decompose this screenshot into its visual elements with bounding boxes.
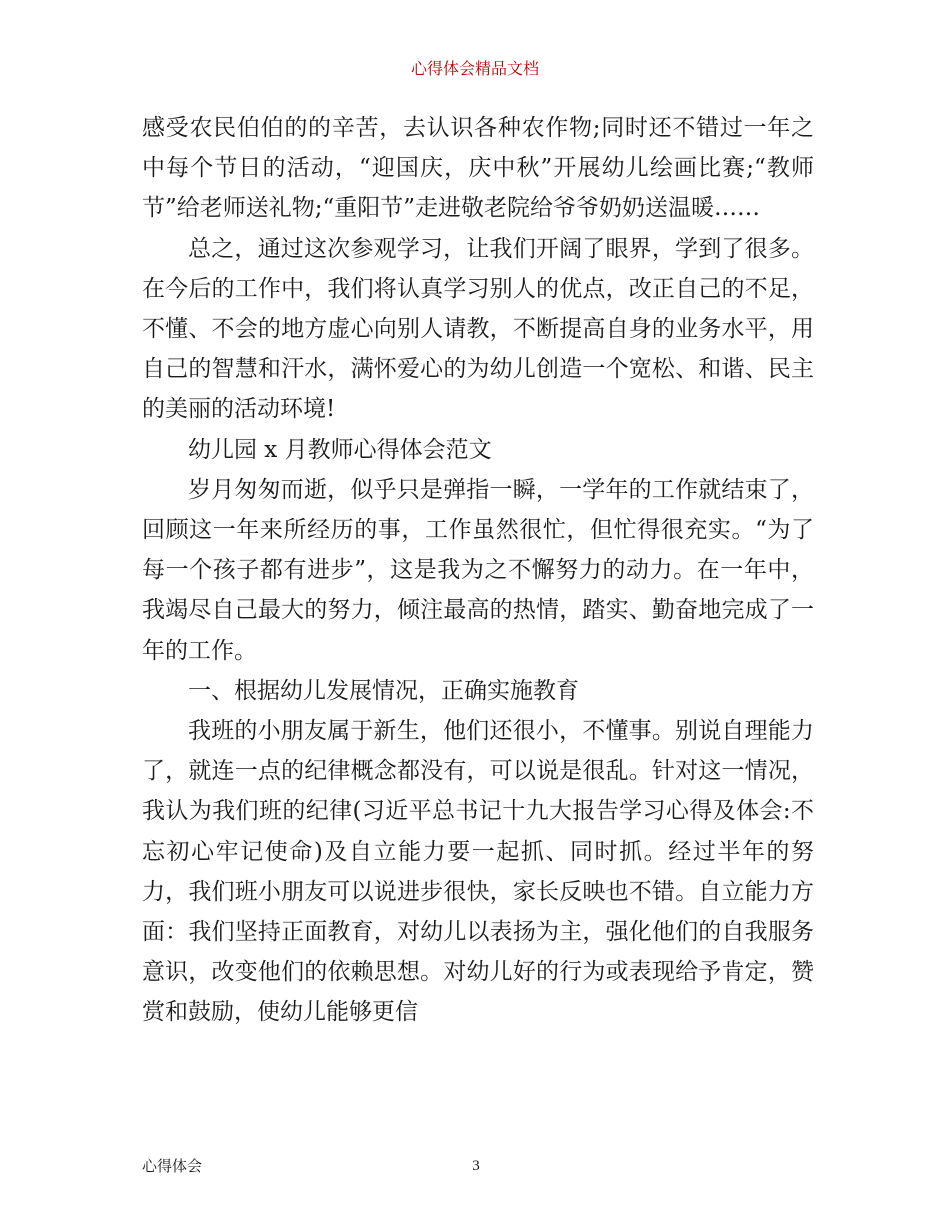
- paragraph-continuation: 感受农民伯伯的的辛苦，去认识各种农作物;同时还不错过一年之中每个节日的活动，“迎国庆，庆中秋”开展幼儿绘画比赛;“教师节”给老师送礼物;“重阳节”走进敬老院给爷爷奶奶送温暖……: [142, 115, 814, 222]
- paragraph-intro: 岁月匆匆而逝，似乎只是弹指一瞬，一学年的工作就结束了，回顾这一年来所经历的事，工作虽然很忙，但忙得很充实。“为了每一个孩子都有进步”，这是我为之不懈努力的动力。在一年中，我竭尽自己最大的努力，倾注最高的热情，踏实、勤奋地完成了一年的工作。: [142, 476, 814, 664]
- section-title: 幼儿园 x 月教师心得体会范文: [188, 436, 492, 463]
- paragraph-body: 我班的小朋友属于新生，他们还很小，不懂事。别说自理能力了，就连一点的纪律概念都没有，可以说是很乱。针对这一情况，我认为我们班的纪律(习近平总书记十九大报告学习心得及体会:不忘初心牢记使命)及自立能力要一起抓、同时抓。经过半年的努力，我们班小朋友可以说进步很快，家长反映也不错。自立能力方面：我们坚持正面教育，对幼儿以表扬为主，强化他们的自我服务意识，改变他们的依赖思想。对幼儿好的行为或表现给予肯定，赞赏和鼓励，使幼儿能够更信: [142, 718, 814, 1026]
- page-number: 3: [472, 1158, 480, 1174]
- document-body: [142, 108, 814, 1033]
- footer-label: 心得体会: [142, 1157, 203, 1175]
- page-header-title: 心得体会精品文档: [410, 59, 539, 78]
- paragraph-summary: 总之，通过这次参观学习，让我们开阔了眼界，学到了很多。在今后的工作中，我们将认真学习别人的优点，改正自己的不足，不懂、不会的地方虚心向别人请教，不断提高自身的业务水平，用自己的智慧和汗水，满怀爱心的为幼儿创造一个宽松、和谐、民主的美丽的活动环境!: [142, 235, 814, 423]
- section-heading-1: 一、根据幼儿发展情况，正确实施教育: [188, 677, 579, 704]
